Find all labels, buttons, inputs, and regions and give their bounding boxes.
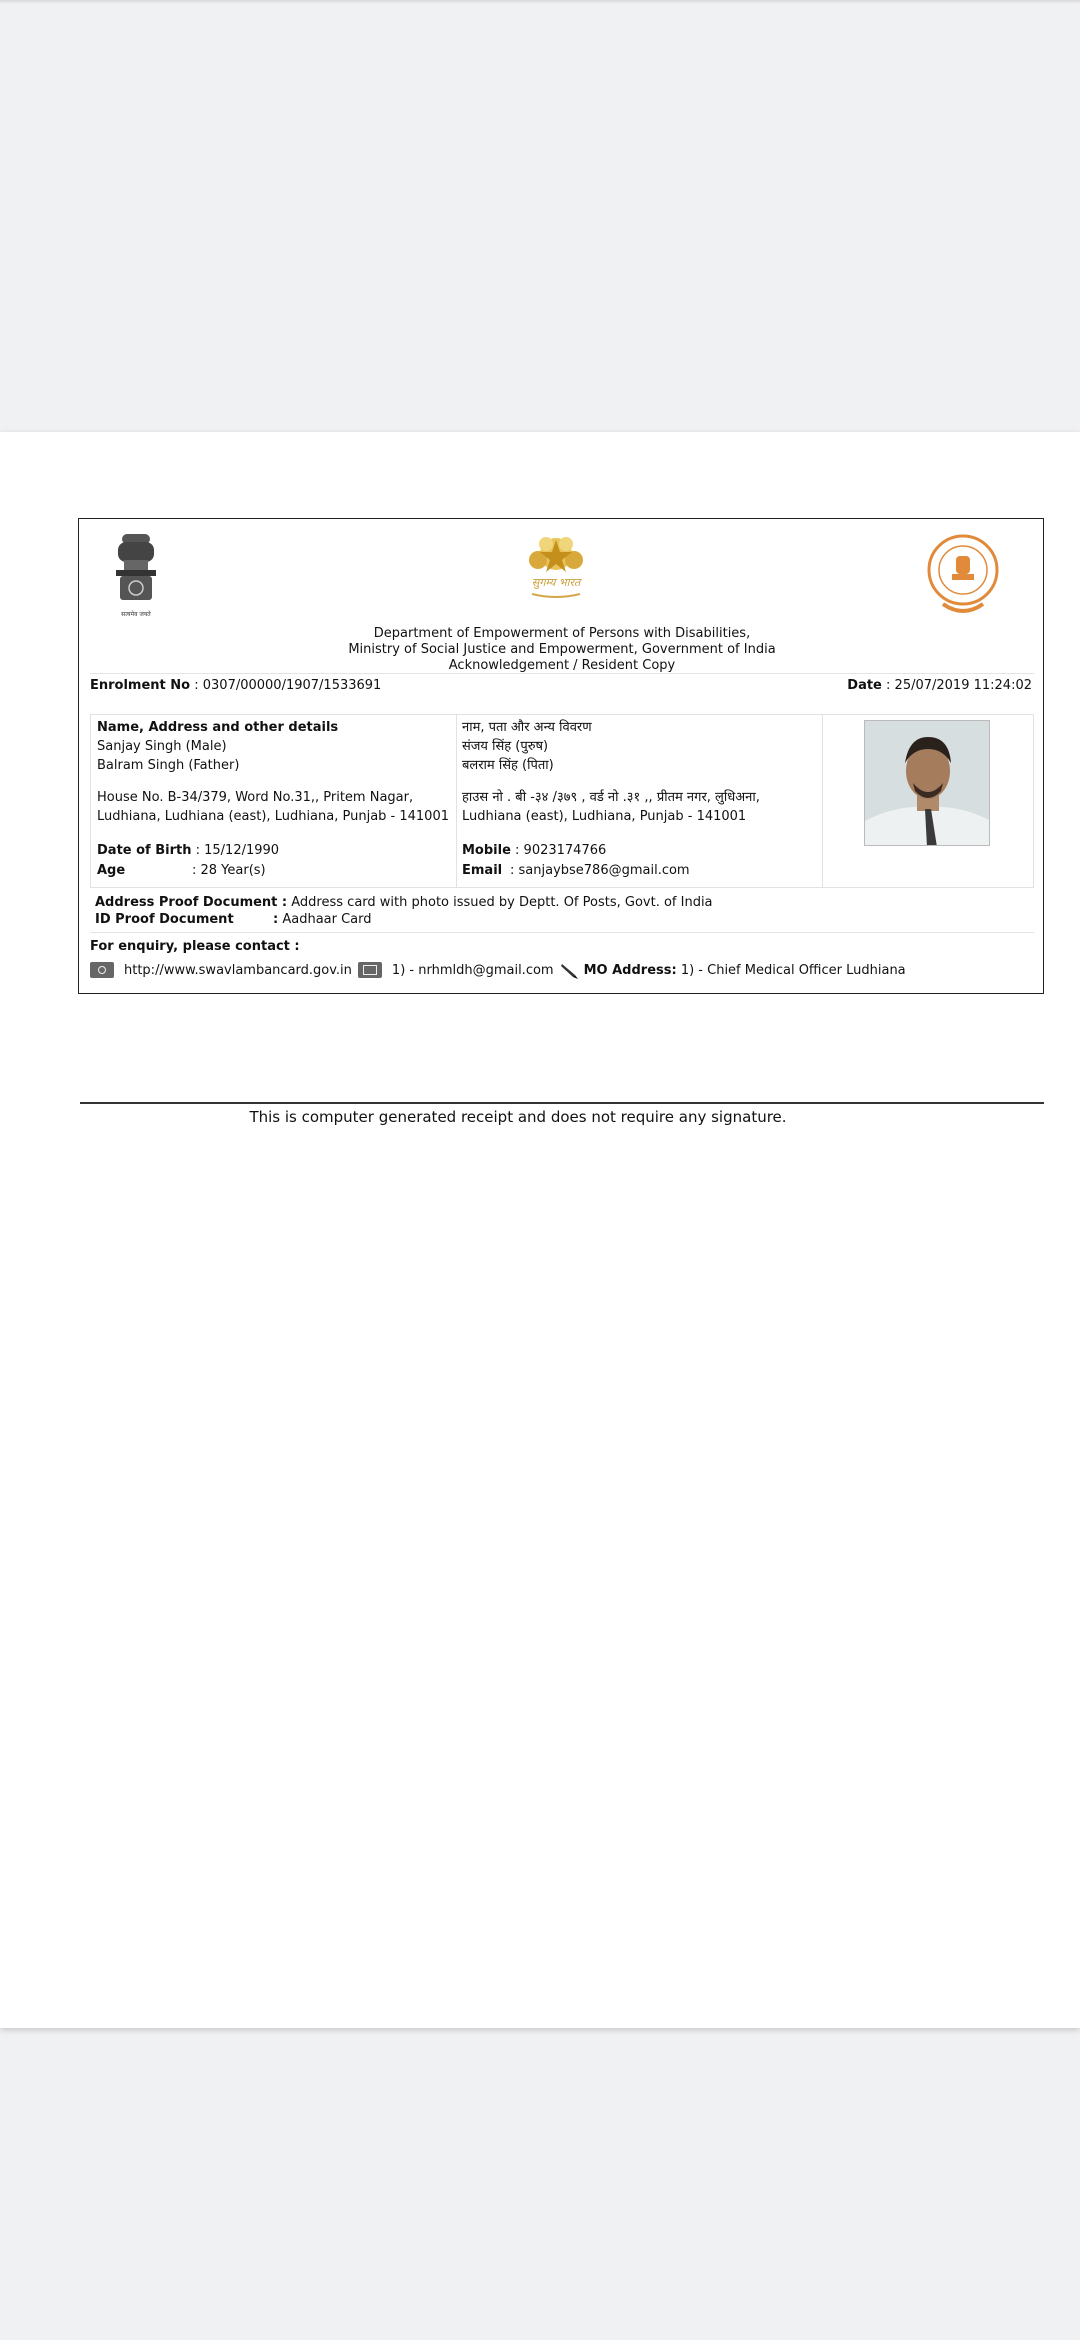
column-divider [456, 714, 457, 888]
website-icon [90, 962, 114, 978]
address-line-1: House No. B-34/379, Word No.31,, Pritem Nagar, [97, 790, 414, 805]
id-proof-label: ID Proof Document [95, 912, 234, 927]
id-proof [95, 910, 372, 929]
enquiry-contacts [90, 959, 906, 981]
enquiry-email-link[interactable]: 1) - nrhmldh@gmail.com [391, 962, 554, 978]
dob-label: Date of Birth [97, 843, 192, 858]
father-name: Balram Singh (Father) [97, 758, 240, 773]
address-line-2: Ludhiana, Ludhiana (east), Ludhiana, Punjab - 141001 [97, 809, 449, 824]
punjab-social-justice-seal-icon [925, 530, 1001, 620]
age-label: Age [97, 863, 126, 878]
id-proof-value: Aadhaar Card [282, 912, 372, 927]
enrolment-value: : 0307/00000/1907/1533691 [194, 678, 382, 693]
applicant-name: Sanjay Singh (Male) [97, 739, 227, 754]
sugamya-bharat-logo-icon [516, 530, 596, 602]
mo-address-value: 1) - Chief Medical Officer Ludhiana [680, 962, 906, 978]
footer-divider [80, 1102, 1044, 1104]
address-proof-label: Address Proof Document : [95, 895, 288, 910]
computer-generated-note: This is computer generated receipt and does not require any signature. [249, 1108, 787, 1126]
email-value: : sanjaybse786@gmail.com [510, 863, 690, 878]
date-value: : 25/07/2019 11:24:02 [886, 678, 1032, 693]
center-logo-text: सुगम्य भारत [531, 576, 581, 589]
header-divider [90, 673, 1034, 674]
mo-address-label: MO Address: [583, 962, 677, 978]
hindi-details-heading: नाम, पता और अन्य विवरण [462, 720, 592, 735]
copy-type-line: Acknowledgement / Resident Copy [448, 658, 676, 673]
date-label: Date [847, 678, 882, 693]
email-address [462, 861, 690, 880]
id-proof-colon: : [273, 912, 279, 927]
address-proof-value: Address card with photo issued by Deptt. Of Posts, Govt. of India [291, 895, 713, 910]
viewer-top-shadow [0, 0, 1080, 4]
mobile-value: : 9023174766 [515, 843, 607, 858]
enrolment-number [90, 678, 381, 693]
department-header [300, 626, 824, 674]
dob-value: : 15/12/1990 [195, 843, 280, 858]
enquiry-heading: For enquiry, please contact : [90, 939, 300, 954]
english-details-heading: Name, Address and other details [97, 720, 339, 735]
receipt-date [847, 678, 1032, 693]
date-of-birth [97, 841, 279, 860]
enquiry-website-link[interactable]: http://www.swavlambancard.gov.in [124, 962, 352, 978]
hindi-father-name: बलराम सिंह (पिता) [462, 758, 554, 773]
ashoka-emblem-icon [108, 530, 164, 620]
hindi-address-line-2: Ludhiana (east), Ludhiana, Punjab - 141001 [462, 809, 747, 824]
mobile-number [462, 841, 606, 860]
age-value: : 28 Year(s) [192, 863, 266, 878]
email-label: Email [462, 863, 503, 878]
hindi-applicant-name: संजय सिंह (पुरुष) [462, 739, 549, 754]
pen-icon [560, 961, 578, 979]
enrolment-label: Enrolment No [90, 678, 191, 693]
column-divider [822, 714, 823, 888]
hindi-address-line-1: हाउस नो . बी -३४ /३७९ , वर्ड नो .३१ ,, प्रीतम नगर, लुधिअना, [462, 790, 760, 805]
mail-icon [358, 962, 382, 978]
age [97, 861, 266, 880]
ministry-line: Ministry of Social Justice and Empowerment, Government of India [348, 642, 776, 657]
proof-divider [90, 932, 1034, 933]
applicant-photo [864, 720, 990, 846]
department-line: Department of Empowerment of Persons with Disabilities, [373, 626, 751, 641]
emblem-motto-text: सत्यमेव जयते [121, 611, 151, 618]
mobile-label: Mobile [462, 843, 511, 858]
